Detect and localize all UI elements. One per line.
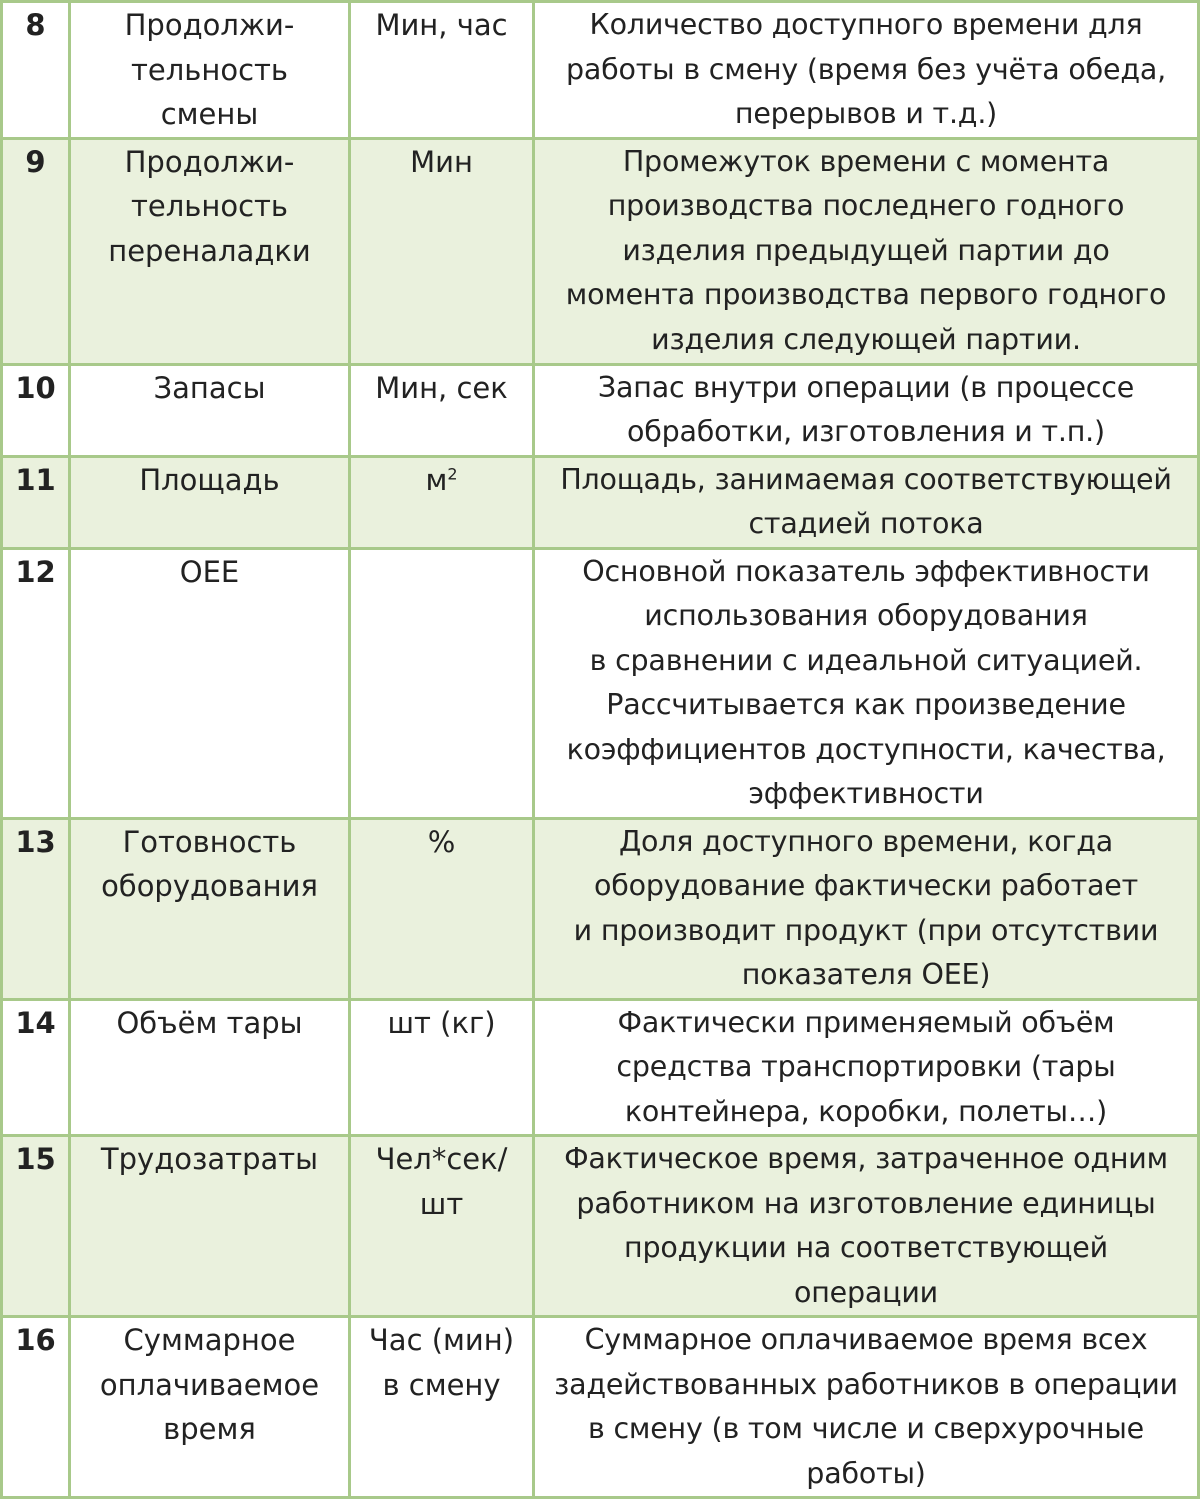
description-line: Промежуток времени с момента — [622, 144, 1110, 178]
description-line: контейнера, коробки, полеты…) — [624, 1094, 1108, 1128]
parameter-name — [70, 548, 350, 818]
parameter-description — [534, 1317, 1199, 1498]
description-line: Количество доступного времени для — [589, 8, 1143, 41]
parameter-name — [70, 2, 350, 139]
unit-of-measure — [350, 364, 534, 456]
row-number: 8 — [2, 2, 70, 139]
table-row — [2, 138, 1199, 364]
parameter-description — [534, 138, 1199, 364]
parameter-name — [70, 456, 350, 548]
parameter-name-line: переналадки — [108, 233, 311, 268]
parameter-name-line: Продолжи- — [124, 8, 295, 42]
unit-text: Мин, час — [375, 8, 508, 42]
unit-text: шт (кг) — [387, 1005, 496, 1040]
parameter-name-line: Запасы — [153, 370, 266, 405]
table-row — [2, 456, 1199, 548]
unit-of-measure — [350, 1136, 534, 1317]
description-line: работы) — [806, 1456, 926, 1490]
unit-of-measure — [350, 818, 534, 999]
parameter-name-line: OEE — [179, 554, 240, 589]
table-row — [2, 2, 1199, 139]
unit-line — [353, 140, 530, 185]
unit-text: шт — [419, 1186, 464, 1221]
description-line: показателя OEE) — [741, 958, 991, 991]
unit-text: в смену — [382, 1367, 501, 1402]
parameter-name-line: тельность — [131, 52, 288, 87]
parameter-name-line: Готовность — [122, 824, 297, 859]
description-line: производства последнего годного — [607, 189, 1125, 222]
table-row — [2, 1317, 1199, 1498]
table-row — [2, 548, 1199, 818]
description-line: в сравнении с идеальной ситуацией. — [589, 643, 1143, 677]
parameter-description — [534, 1136, 1199, 1317]
description-line: в смену (в том числе и сверхурочные — [588, 1412, 1144, 1445]
description-line: Площадь, занимаемая соответствующей — [560, 462, 1172, 496]
description-line: оборудование фактически работает — [594, 869, 1138, 902]
parameter-name-line: Объём тары — [116, 1005, 303, 1040]
unit-text: Чел*сек/ — [375, 1142, 508, 1176]
parameter-name — [70, 818, 350, 999]
unit-text: Мин, сек — [375, 370, 508, 405]
unit-line — [353, 458, 530, 503]
unit-of-measure — [350, 999, 534, 1136]
parameter-name-line: время — [163, 1412, 256, 1446]
description-line: Фактически применяемый объём — [617, 1005, 1115, 1039]
table-row — [2, 999, 1199, 1136]
unit-line — [353, 1137, 530, 1182]
unit-text: м — [425, 462, 448, 497]
row-number: 15 — [2, 1136, 70, 1317]
unit-of-measure — [350, 456, 534, 548]
description-line: продукции на соответствующей — [624, 1231, 1108, 1264]
description-line: средства транспортировки (тары — [616, 1050, 1116, 1083]
parameter-name — [70, 364, 350, 456]
description-line: обработки, изготовления и т.п.) — [627, 415, 1105, 448]
row-number: 10 — [2, 364, 70, 456]
table-row — [2, 364, 1199, 456]
description-line: задействованных работников в операции — [554, 1367, 1178, 1401]
description-line: эффективности — [748, 777, 984, 810]
row-number: 11 — [2, 456, 70, 548]
parameter-description — [534, 999, 1199, 1136]
description-line: стадией потока — [748, 507, 984, 540]
unit-line — [353, 1318, 530, 1363]
description-line: Рассчитывается как произведение — [606, 688, 1126, 721]
row-number: 14 — [2, 999, 70, 1136]
table-row — [2, 818, 1199, 999]
unit-line — [353, 1182, 530, 1227]
parameter-name-line: Площадь — [139, 462, 280, 497]
table-row — [2, 1136, 1199, 1317]
parameter-name-line: оборудования — [101, 869, 318, 903]
unit-line — [353, 3, 530, 48]
parameter-name — [70, 1317, 350, 1498]
description-line: момента производства первого годного — [565, 278, 1167, 311]
unit-of-measure — [350, 138, 534, 364]
parameter-name-line: Суммарное — [123, 1323, 296, 1357]
description-line: Доля доступного времени, когда — [618, 824, 1114, 858]
unit-text: Мин — [410, 144, 473, 179]
description-line: работы в смену (время без учёта обеда, — [566, 52, 1166, 86]
parameter-description — [534, 364, 1199, 456]
description-line: Запас внутри операции (в процессе — [597, 370, 1135, 404]
description-line: перерывов и т.д.) — [734, 97, 998, 130]
unit-line — [353, 1363, 530, 1408]
description-line: коэффициентов доступности, качества, — [566, 732, 1166, 766]
parameter-name — [70, 999, 350, 1136]
description-line: и производит продукт (при отсутствии — [573, 913, 1159, 947]
unit-of-measure — [350, 548, 534, 818]
parameter-name-line: Продолжи- — [124, 144, 295, 179]
unit-of-measure — [350, 1317, 534, 1498]
parameter-name-line: Трудозатраты — [100, 1142, 319, 1176]
parameter-name — [70, 1136, 350, 1317]
parameter-name — [70, 138, 350, 364]
parameter-name-line: смены — [160, 97, 259, 131]
description-line: Суммарное оплачиваемое время всех — [584, 1323, 1148, 1356]
parameter-name-line: оплачиваемое — [99, 1367, 320, 1402]
description-line: работником на изготовление единицы — [576, 1186, 1156, 1220]
parameter-description — [534, 548, 1199, 818]
row-number: 13 — [2, 818, 70, 999]
description-line: использования оборудования — [644, 599, 1088, 632]
parameter-description — [534, 818, 1199, 999]
unit-line — [353, 1001, 530, 1046]
unit-line — [353, 820, 530, 865]
unit-of-measure — [350, 2, 534, 139]
parameter-name-line: тельность — [131, 189, 288, 223]
row-number: 9 — [2, 138, 70, 364]
unit-text: Час (мин) — [368, 1323, 515, 1357]
description-line: операции — [793, 1275, 938, 1309]
unit-text: % — [427, 824, 456, 859]
parameter-description — [534, 2, 1199, 139]
description-line: Фактическое время, затраченное одним — [564, 1142, 1168, 1175]
description-line: Основной показатель эффективности — [582, 554, 1150, 588]
parameter-description — [534, 456, 1199, 548]
row-number: 12 — [2, 548, 70, 818]
row-number: 16 — [2, 1317, 70, 1498]
description-line: изделия предыдущей партии до — [622, 233, 1110, 267]
unit-superscript: 2 — [447, 463, 458, 483]
metrics-table-body — [2, 2, 1199, 1498]
unit-line — [353, 366, 530, 411]
description-line: изделия следующей партии. — [651, 322, 1081, 356]
